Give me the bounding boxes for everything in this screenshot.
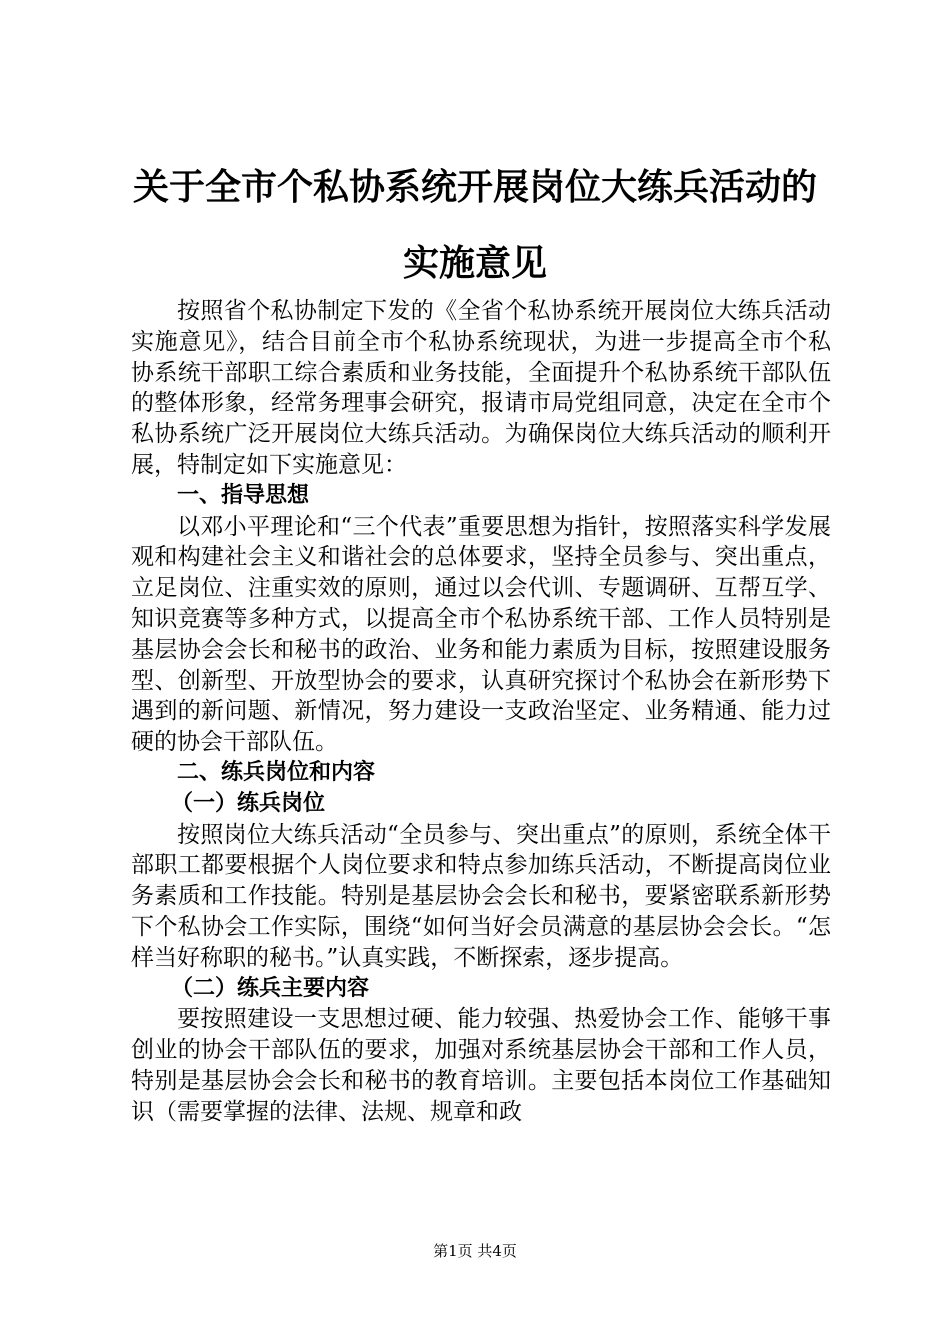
- document-title: 关于全市个私协系统开展岗位大练兵活动的实施意见: [132, 167, 817, 284]
- section-heading-positions-content: 二、练兵岗位和内容: [177, 759, 376, 785]
- intro-paragraph: 按照省个私协制定下发的《全省个私协系统开展岗位大练兵活动实施意见》，结合目前全市个私协系统现状，为进一步提高全市个私协系统干部职工综合素质和业务技能，全面提升个私协系统干部队伍的整体形象，经常务理事会研究，报请市局党组同意，决定在全市个私协系统广泛开展岗位大练兵活动。为确保岗位大练兵活动的顺利开展，特制定如下实施意见：: [131, 298, 831, 478]
- document-body: [131, 296, 831, 1128]
- page-footer: 第1页 共4页: [433, 1242, 517, 1260]
- section-heading-guiding-ideology: 一、指导思想: [177, 482, 310, 508]
- positions-paragraph: 按照岗位大练兵活动“全员参与、突出重点”的原则，系统全体干部职工都要根据个人岗位要求和特点参加练兵活动，不断提高岗位业务素质和工作技能。特别是基层协会会长和秘书，要紧密联系新形势下个私协会工作实际，围绕“如何当好会员满意的基层协会会长。“怎样当好称职的秘书。”认真实践，不断探索，逐步提高。: [131, 821, 831, 971]
- subsection-heading-main-content: （二）练兵主要内容: [171, 975, 370, 1001]
- main-content-paragraph: 要按照建设一支思想过硬、能力较强、热爱协会工作、能够干事创业的协会干部队伍的要求，加强对系统基层协会干部和工作人员，特别是基层协会会长和秘书的教育培训。主要包括本岗位工作基础知识（需要掌握的法律、法规、规章和政: [131, 1006, 831, 1125]
- guiding-ideology-paragraph: 以邓小平理论和“三个代表”重要思想为指针，按照落实科学发展观和构建社会主义和谐社会的总体要求，坚持全员参与、突出重点，立足岗位、注重实效的原则，通过以会代训、专题调研、互帮互学、知识竞赛等多种方式，以提高全市个私协系统干部、工作人员特别是基层协会会长和秘书的政治、业务和能力素质为目标，按照建设服务型、创新型、开放型协会的要求，认真研究探讨个私协会在新形势下遇到的新问题、新情况，努力建设一支政治坚定、业务精通、能力过硬的协会干部队伍。: [131, 513, 831, 756]
- subsection-heading-positions: （一）练兵岗位: [171, 790, 326, 816]
